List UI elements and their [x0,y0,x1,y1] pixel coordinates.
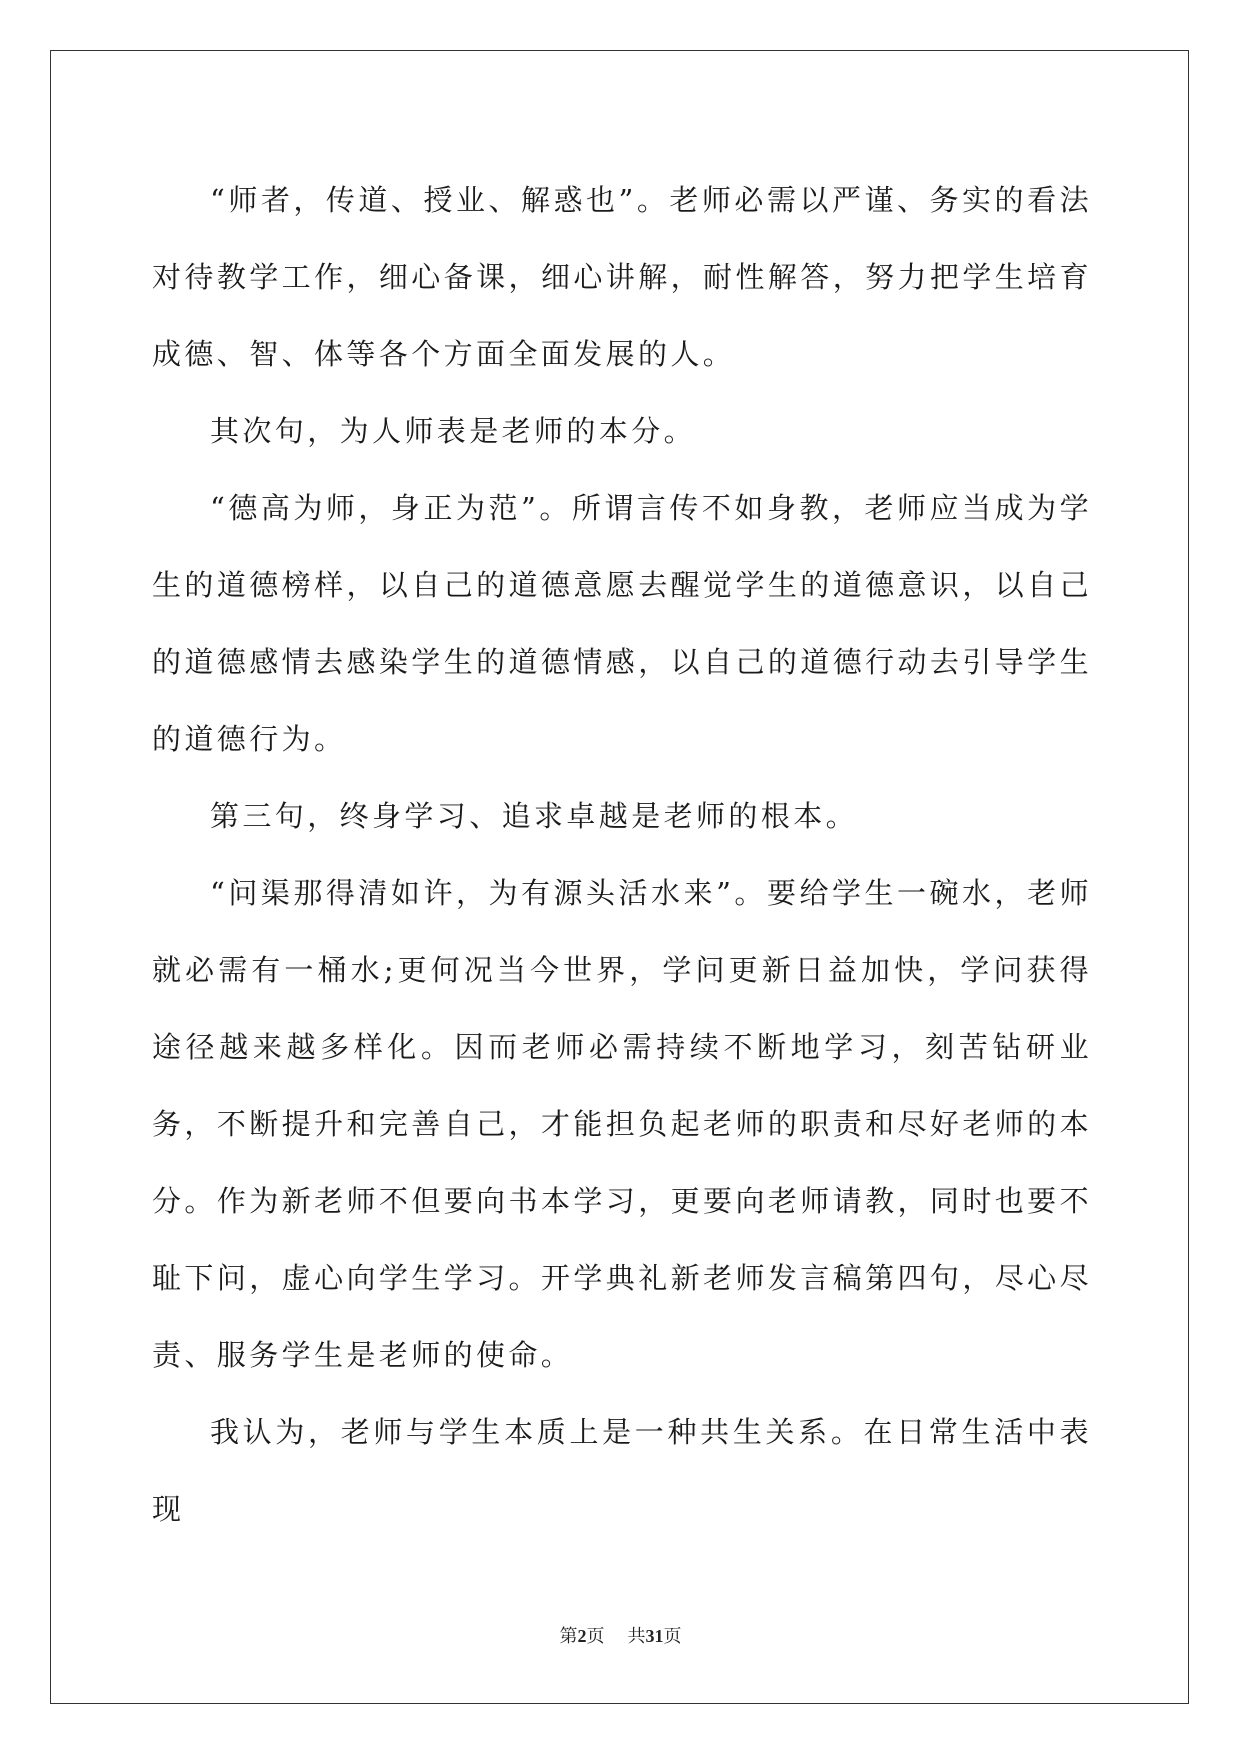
paragraph-3: “德高为师，身正为范”。所谓言传不如身教，老师应当成为学生的道德榜样，以自己的道德意愿去醒觉学生的道德意识，以自己的道德感情去感染学生的道德情感，以自己的道德行动去引导学生的道德行为。 [152,491,1092,756]
total-prefix: 共 [627,1626,646,1646]
page-prefix: 第 [559,1626,578,1646]
page-footer [0,1624,1241,1649]
page-suffix: 页 [586,1626,605,1646]
total-pages: 31 [645,1626,664,1646]
total-suffix: 页 [663,1626,682,1646]
paragraph-6: 我认为，老师与学生本质上是一种共生关系。在日常生活中表现 [152,1415,1092,1526]
page-number: 2 [577,1626,587,1646]
paragraph-5: “问渠那得清如许，为有源头活水来”。要给学生一碗水，老师就必需有一桶水;更何况当今世界，学问更新日益加快，学问获得途径越来越多样化。因而老师必需持续不断地学习，刻苦钻研业务，不断提升和完善自己，才能担负起老师的职责和尽好老师的本分。作为新老师不但要向书本学习，更要向老师请教，同时也要不耻下问，虚心向学生学习。开学典礼新老师发言稿第四句，尽心尽责、服务学生是老师的使命。 [152,876,1092,1372]
paragraph-4: 第三句，终身学习、追求卓越是老师的根本。 [210,799,859,833]
paragraph-2: 其次句，为人师表是老师的本分。 [210,414,697,448]
paragraph-1: “师者，传道、授业、解惑也”。老师必需以严谨、务实的看法对待教学工作，细心备课，细心讲解，耐性解答，努力把学生培育成德、智、体等各个方面全面发展的人。 [152,183,1092,371]
document-body [152,162,1092,1548]
